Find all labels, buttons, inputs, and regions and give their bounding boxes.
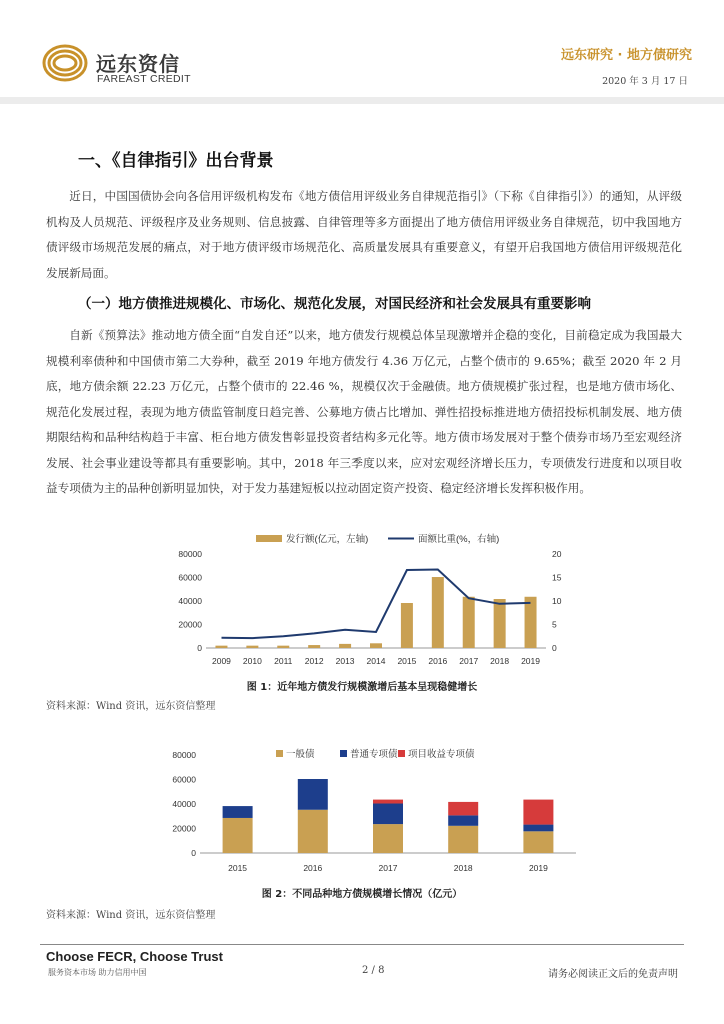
- y-right-tick-label: 15: [552, 572, 562, 583]
- bar-segment-2017-1: [373, 804, 403, 825]
- bar-segment-2019-2: [523, 800, 553, 825]
- x-tick-label: 2013: [335, 656, 355, 666]
- legend-swatch-1: [340, 750, 347, 757]
- report-series: 远东研究 · 地方债研究: [561, 48, 692, 63]
- report-date: 2020 年 3 月 17 日: [602, 76, 688, 87]
- y-left-tick-label: 20000: [178, 619, 202, 630]
- bar-segment-2019-1: [523, 825, 553, 832]
- subsection-title: （一）地方债推进规模化、市场化、规范化发展，对国民经济和社会发展具有重要影响: [78, 296, 591, 312]
- bar-issuance-2011: [277, 646, 289, 648]
- y-left-tick-label: 0: [197, 643, 202, 653]
- bar-issuance-2016: [432, 577, 444, 648]
- body-paragraph: 自新《预算法》推动地方债全面“自发自还”以来，地方债发行规模总体呈现激增并企稳的变化，目前稳定成为我国最大规模利率债种和中国债市第二大券种，截至 2019 年地方债发行 4.36 万亿元，占整个债市的 9.65%；截至 2020 年 2 月底，地方债余额 22.23 万亿元，占整个债市的 22.46 %，规模仅次于金融债。地方债规模扩张过程，也是地方债市场化、规范化发展过程，表现为地方债监管制度日趋完善、公募地方债占比增加、弹性招投标推进地方债招投标机制发展、地方债期限结构和品种结构趋于丰富、柜台地方债发售彰显投资者结构多元化等。地方债市场发展对于整个债券市场乃至宏观经济发展、社会事业建设等都具有重要影响。其中，2018 年三季度以来，应对宏观经济增长压力，专项债发行进度和以项目收益专项债为主的品种创新明显加快，对于发力基建短板以拉动固定资产投资、稳定经济增长发挥积极作用。: [46, 328, 682, 495]
- y-tick-label: 40000: [172, 799, 196, 809]
- figure2-caption: 图 2：不同品种地方债规模增长情况（亿元）: [261, 889, 463, 900]
- fareast-logo-icon: [40, 42, 90, 84]
- x-tick-label: 2018: [490, 656, 510, 666]
- x-tick-label: 2019: [528, 863, 548, 873]
- figure2-source: 资料来源：Wind 资讯，远东资信整理: [46, 910, 216, 921]
- footer-divider: [40, 944, 684, 945]
- x-tick-label: 2017: [378, 863, 398, 873]
- legend-label-1: 普通专项债: [350, 749, 398, 760]
- bar-issuance-2013: [339, 644, 351, 648]
- x-tick-label: 2018: [453, 863, 473, 873]
- bar-issuance-2015: [401, 603, 413, 648]
- page-number: 2 / 8: [362, 965, 385, 976]
- legend-swatch-0: [276, 750, 283, 757]
- figure1-source: 资料来源：Wind 资讯，远东资信整理: [46, 701, 216, 712]
- bar-issuance-2019: [525, 597, 537, 648]
- legend-swatch-2: [398, 750, 405, 757]
- legend-label-ratio: 面额比重(%，右轴): [418, 534, 500, 545]
- brand-name-en: FAREAST CREDIT: [97, 73, 191, 85]
- footer-slogan-en: Choose FECR, Choose Trust: [46, 949, 223, 964]
- section-title: 一、《自律指引》出台背景: [78, 151, 274, 171]
- x-tick-label: 2010: [242, 656, 262, 666]
- x-tick-label: 2012: [304, 656, 324, 666]
- bar-segment-2015-0: [223, 818, 253, 853]
- bar-issuance-2018: [494, 599, 506, 648]
- bar-segment-2019-0: [523, 831, 553, 853]
- bar-issuance-2014: [370, 643, 382, 648]
- y-right-tick-label: 0: [552, 643, 557, 653]
- issuance-bar-line-chart: [170, 528, 590, 676]
- x-tick-label: 2017: [459, 656, 479, 666]
- disclaimer-note: 请务必阅读正文后的免责声明: [548, 969, 678, 980]
- brand-name-cn: 远东资信: [96, 52, 180, 76]
- bar-segment-2018-1: [448, 815, 478, 825]
- intro-paragraph: 近日，中国国债协会向各信用评级机构发布《地方债信用评级业务自律规范指引》（下称《自律指引》）的通知，从评级机构及人员规范、评级程序及业务规则、信息披露、自律管理等多方面提出了地方债信用评级业务自律规范，切中我国地方债评级市场规范发展的痛点，对于地方债评级市场规范化、高质量发展具有重要意义，有望开启我国地方债信用评级规范化发展新局面。: [46, 189, 682, 280]
- bar-segment-2017-0: [373, 824, 403, 853]
- y-right-tick-label: 20: [552, 549, 562, 559]
- x-tick-label: 2011: [274, 656, 293, 666]
- bar-segment-2018-2: [448, 802, 478, 815]
- y-left-tick-label: 60000: [178, 572, 202, 583]
- y-tick-label: 60000: [172, 774, 196, 785]
- bond-type-stacked-bar-chart: [170, 745, 590, 875]
- y-tick-label: 80000: [172, 750, 196, 760]
- line-ratio-series: [222, 570, 531, 639]
- header-divider: [0, 97, 724, 104]
- footer-slogan-cn: 服务资本市场 助力信用中国: [48, 968, 147, 977]
- y-left-tick-label: 40000: [178, 596, 202, 606]
- bar-issuance-2017: [463, 597, 475, 648]
- legend-label-0: 一般债: [286, 749, 315, 760]
- legend-swatch-issuance: [256, 535, 282, 542]
- y-tick-label: 20000: [172, 823, 196, 834]
- y-left-tick-label: 80000: [178, 549, 202, 559]
- page-header: [0, 0, 724, 104]
- bar-issuance-2009: [215, 646, 227, 648]
- y-tick-label: 0: [191, 848, 196, 858]
- y-right-tick-label: 10: [552, 596, 562, 606]
- legend-label-issuance: 发行额(亿元，左轴): [286, 534, 369, 545]
- bar-issuance-2010: [246, 646, 258, 648]
- y-right-tick-label: 5: [552, 619, 557, 630]
- x-tick-label: 2016: [428, 656, 448, 666]
- bar-issuance-2012: [308, 645, 320, 648]
- bar-segment-2017-2: [373, 800, 403, 804]
- x-tick-label: 2014: [366, 656, 386, 666]
- bar-segment-2015-1: [223, 806, 253, 818]
- x-tick-label: 2009: [211, 656, 231, 666]
- legend-label-2: 项目收益专项债: [408, 749, 475, 760]
- figure1-caption: 图 1：近年地方债发行规模激增后基本呈现稳健增长: [246, 682, 478, 693]
- bar-segment-2016-1: [298, 779, 328, 810]
- bar-segment-2016-0: [298, 810, 328, 853]
- x-tick-label: 2016: [303, 863, 323, 873]
- bar-segment-2018-0: [448, 826, 478, 853]
- x-tick-label: 2019: [521, 656, 541, 666]
- x-tick-label: 2015: [397, 656, 417, 666]
- x-tick-label: 2015: [228, 863, 248, 873]
